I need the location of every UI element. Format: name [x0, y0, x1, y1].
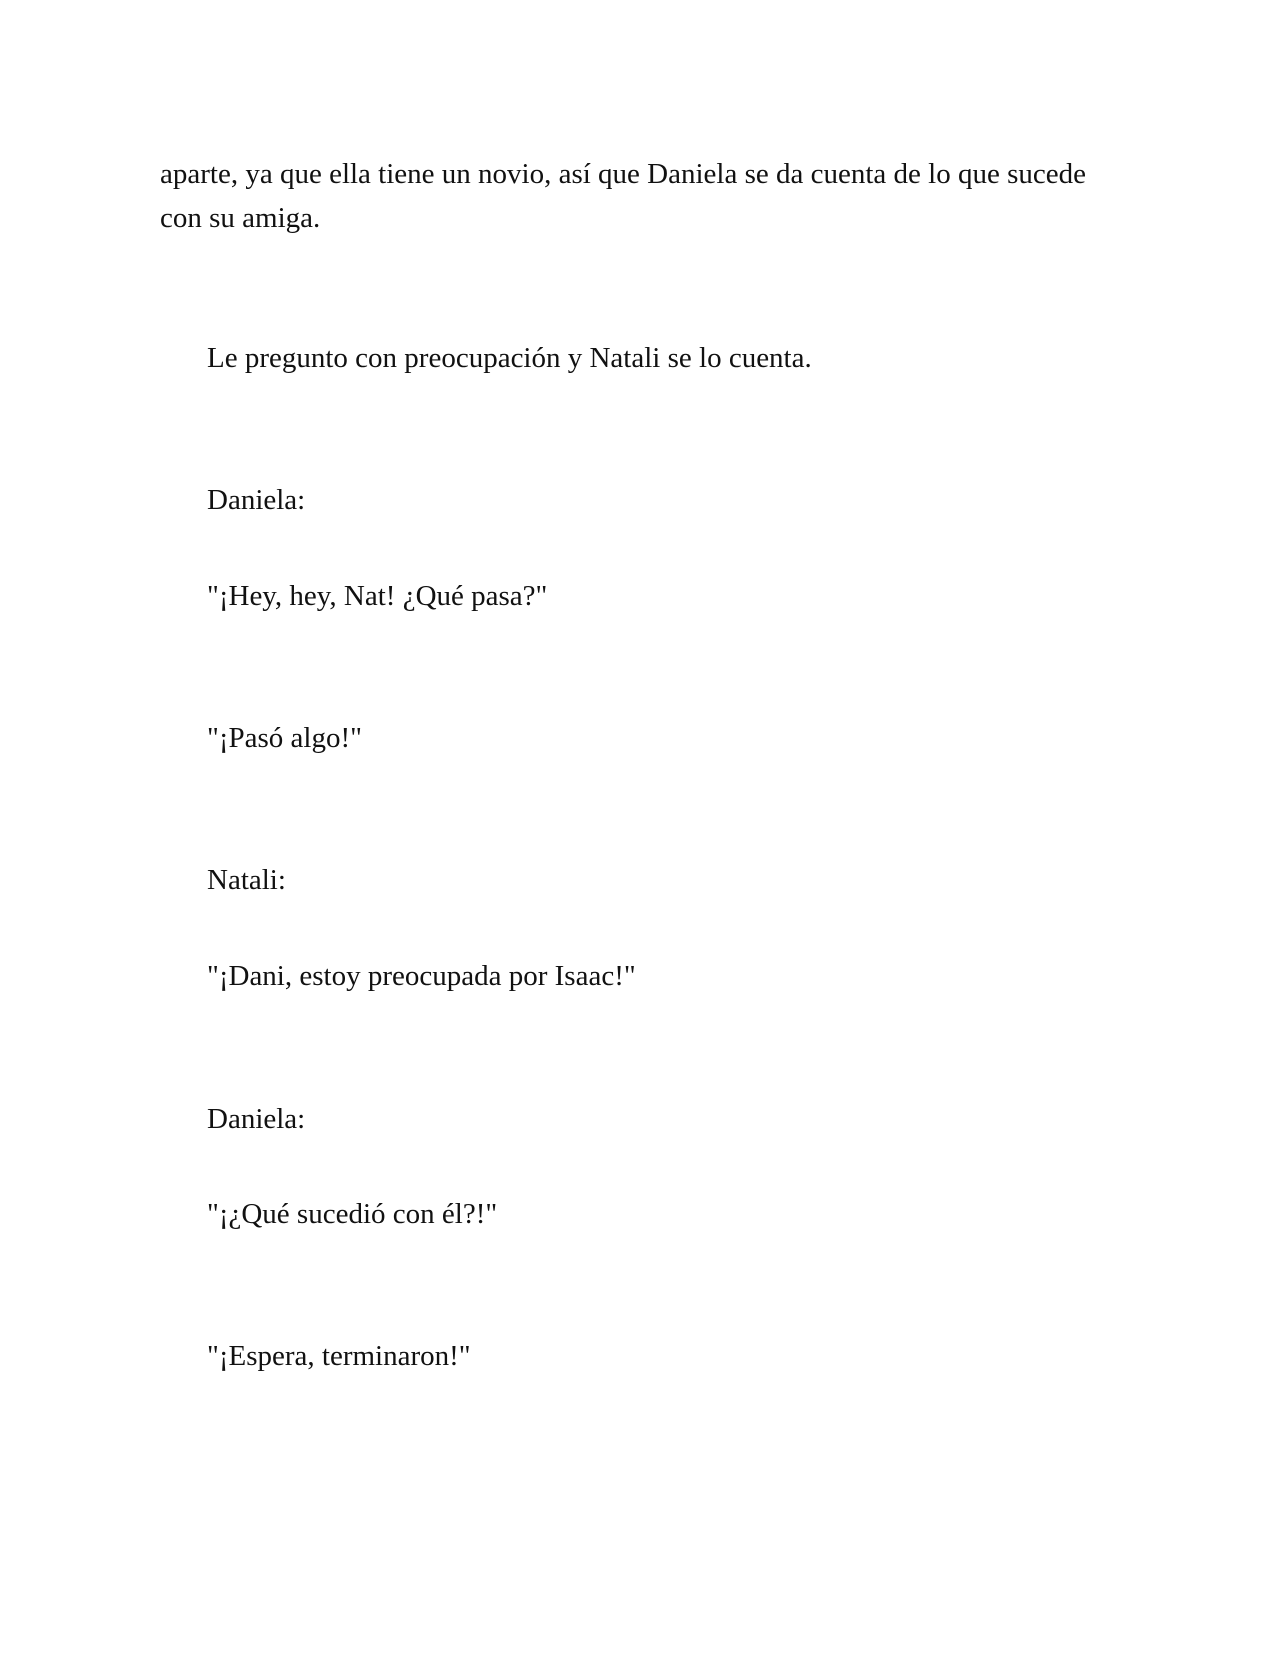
dialogue-line: "¡Hey, hey, Nat! ¿Qué pasa?" [207, 580, 548, 612]
speaker-label: Daniela: [207, 1103, 306, 1135]
dialogue-line: "¡¿Qué sucedió con él?!" [207, 1198, 498, 1230]
dialogue-line: "¡Espera, terminaron!" [207, 1340, 471, 1372]
speaker-label: Daniela: [207, 484, 306, 516]
dialogue-line: "¡Dani, estoy preocupada por Isaac!" [207, 960, 636, 992]
speaker-label: Natali: [207, 864, 286, 896]
paragraph-continuation: aparte, ya que ella tiene un novio, así que Daniela se da cuenta de lo que sucede con su amiga. [160, 158, 1087, 234]
paragraph-narration: Le pregunto con preocupación y Natali se lo cuenta. [207, 342, 812, 374]
dialogue-line: "¡Pasó algo!" [207, 722, 362, 754]
